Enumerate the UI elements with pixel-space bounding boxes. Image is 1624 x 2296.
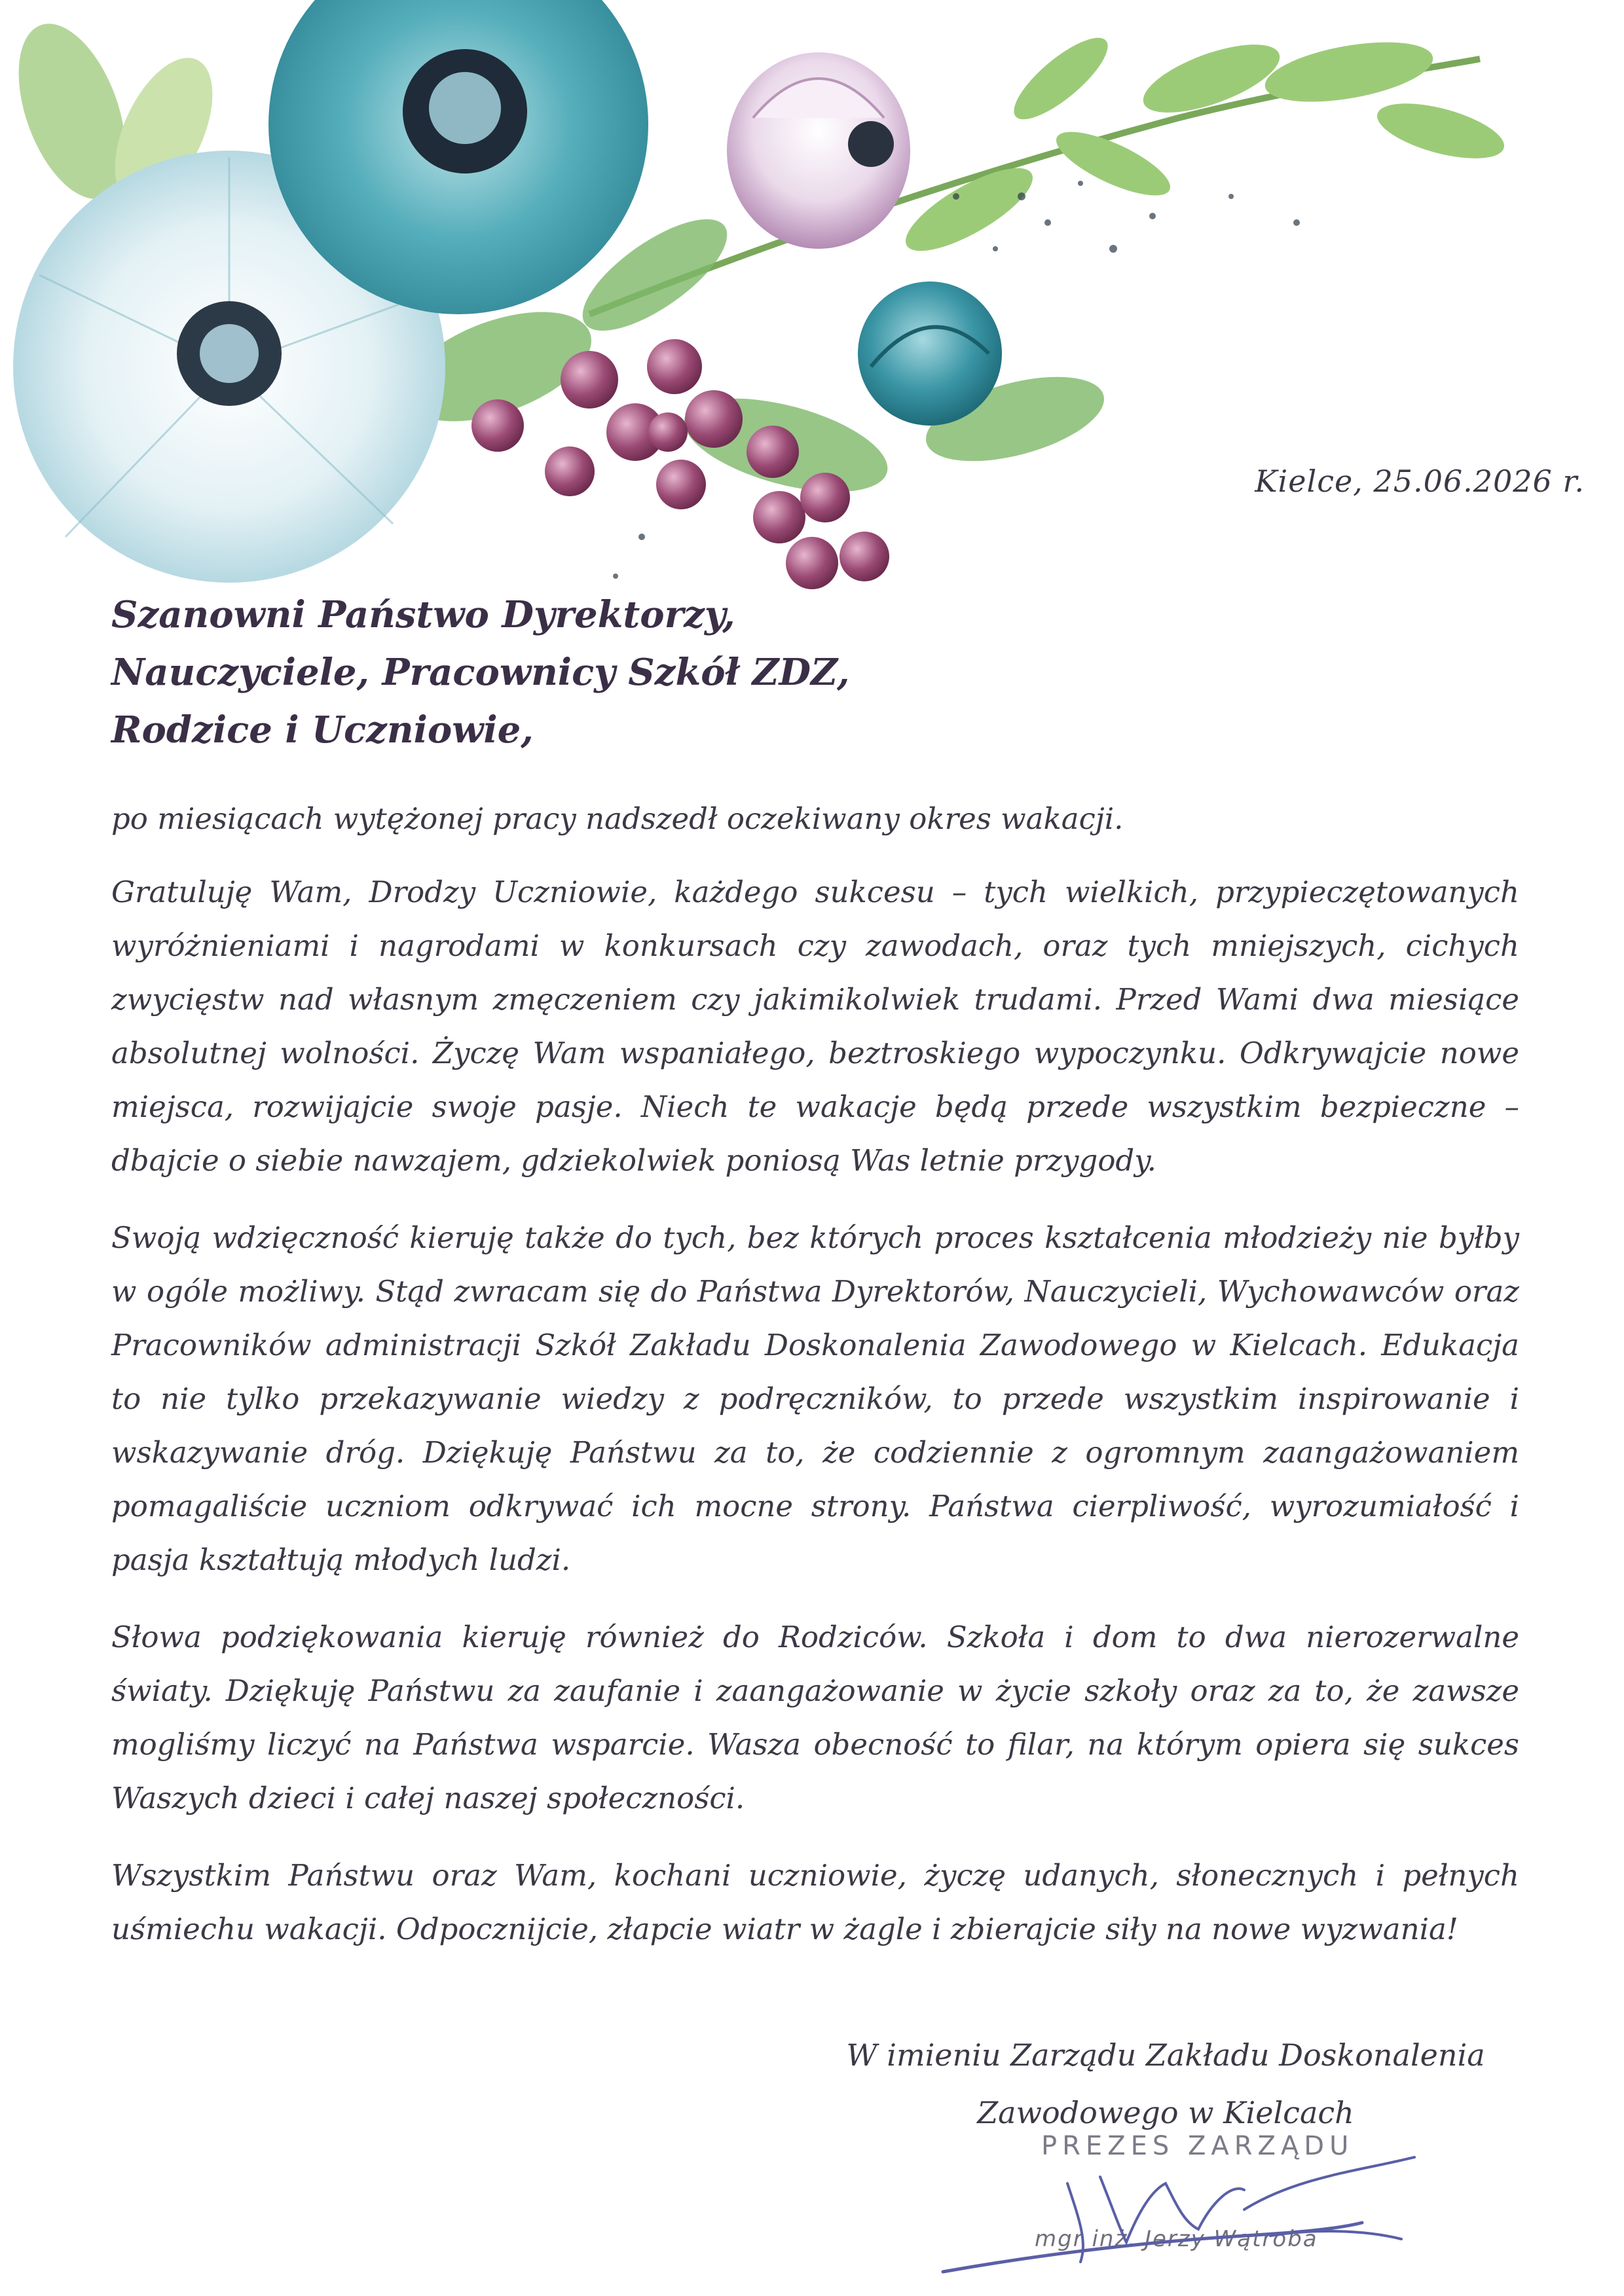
blue-bud (858, 282, 1002, 426)
paragraph-parents: Słowa podziękowania kieruję również do Rodziców. Szkoła i dom to dwa nierozerwalne światy. Dziękuję Państwu za zaufanie i zaangażowanie w życie szkoły oraz za to, że zawsze mogliśmy liczyć na Państwa wsparcie. Wasza obecność to filar, na którym opiera się sukces Waszych dzieci i całej naszej społeczności. (111, 1620, 1519, 1815)
salutation-line: Szanowni Państwo Dyrektorzy, (111, 593, 735, 636)
letter-body (111, 792, 1519, 1980)
closing-line: W imieniu Zarządu Zakładu Doskonalenia (846, 2037, 1485, 2073)
signature-stamp (904, 2131, 1428, 2282)
closing-line: Zawodowego w Kielcach (977, 2095, 1354, 2130)
paragraph-wishes: Wszystkim Państwu oraz Wam, kochani uczniowie, życzę udanych, słonecznych i pełnych uśmiechu wakacji. Odpocznijcie, złapcie wiatr w żagle i zbierajcie siły na nowe wyzwania! (111, 1858, 1519, 1946)
leaf-sprig-right (895, 26, 1510, 266)
letter-date: Kielce, 25.06.2026 r. (1255, 464, 1585, 499)
paragraph-teachers: Swoją wdzięczność kieruję także do tych, bez których proces kształcenia młodzieży nie byłby w ogóle możliwy. Stąd zwracam się do Państwa Dyrektorów, Nauczycieli, Wychowawców oraz Pracowników administracji Szkół Zakładu Doskonalenia Zawodowego w Kielcach. Edukacja to nie tylko przekazywanie wiedzy z podręczników, to przede wszystkim inspirowanie i wskazywanie dróg. Dziękuję Państwu za to, że codziennie z ogromnym zaangażowaniem pomagaliście uczniom odkrywać ich mocne strony. Państwa cierpliwość, wyrozumiałość i pasja kształtują młodych ludzi. (111, 1220, 1519, 1577)
closing-block (805, 2026, 1526, 2141)
stamp-name: mgr inż. Jerzy Wątroba (1035, 2226, 1318, 2252)
stamp-title: PREZES ZARZĄDU (1041, 2131, 1354, 2161)
salutation-line: Rodzice i Uczniowie, (111, 708, 534, 752)
paragraph-students: Gratuluję Wam, Drodzy Uczniowie, każdego sukcesu – tych wielkich, przypieczętowanych wyróżnieniami i nagrodami w konkursach czy zawodach, oraz tych mniejszych, cichych zwycięstw nad własnym zmęczeniem czy jakimikolwiek trudami. Przed Wami dwa miesiące absolutnej wolności. Życzę Wam wspaniałego, beztroskiego wypoczynku. Odkrywajcie nowe miejsca, rozwijajcie swoje pasje. Niech te wakacje będą przede wszystkim bezpieczne – dbajcie o siebie nawzajem, gdziekolwiek poniosą Was letnie przygody. (111, 875, 1519, 1178)
salutation-line: Nauczyciele, Pracownicy Szkół ZDZ, (111, 651, 850, 694)
floral-header-illustration (0, 0, 1624, 602)
salutation (111, 586, 1159, 759)
handwritten-signature (904, 2131, 1428, 2282)
intro-line: po miesiącach wytężonej pracy nadszedł oczekiwany okres wakacji. (111, 801, 1124, 836)
pink-tulip-bud (727, 52, 910, 249)
